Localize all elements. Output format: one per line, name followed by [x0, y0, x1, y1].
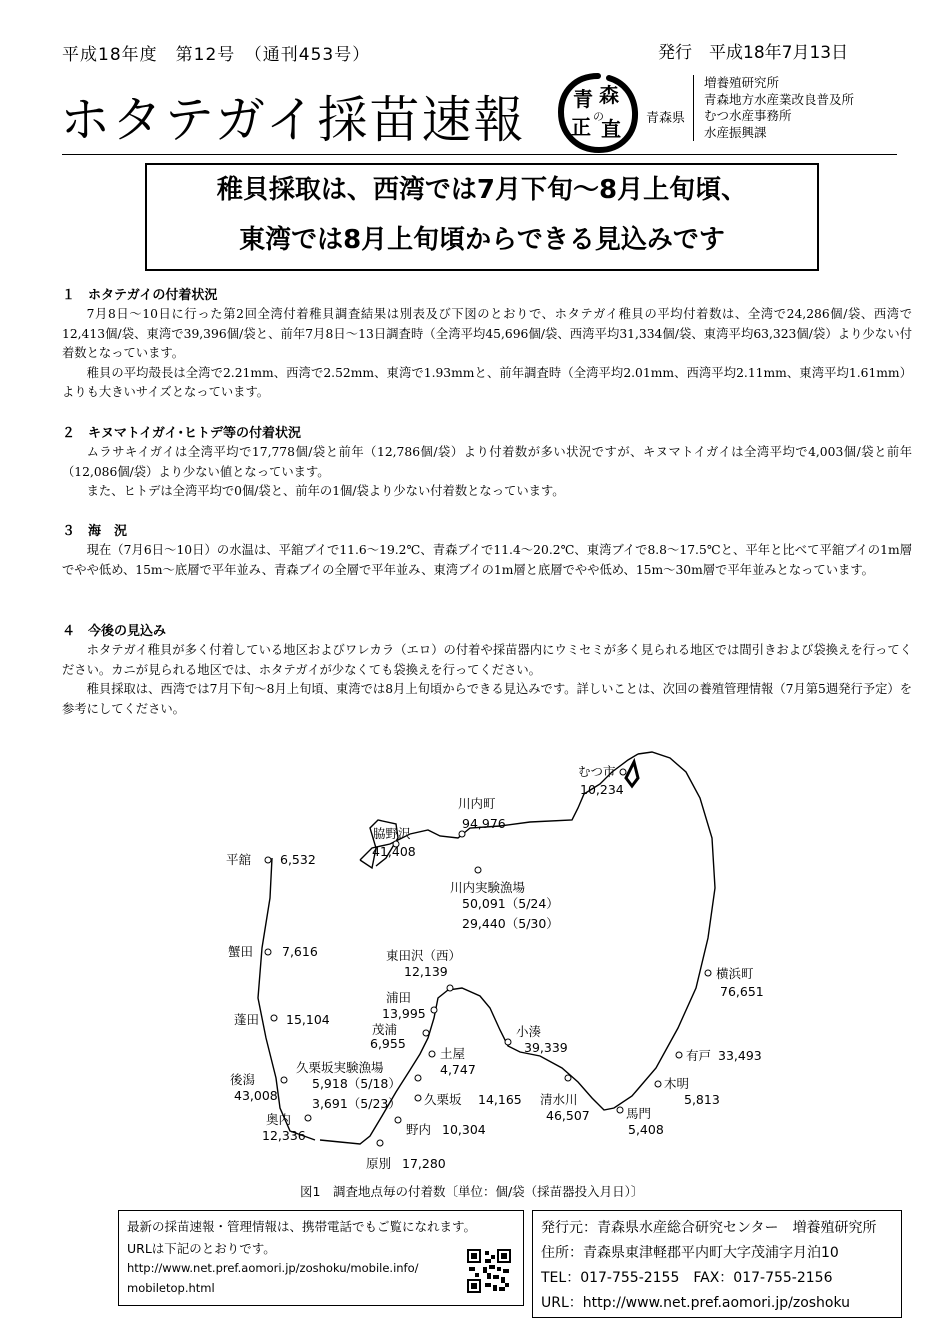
issue-date: 発行 平成18年7月13日	[658, 43, 849, 63]
station-value: 17,280	[402, 1156, 446, 1171]
seal-char-5: 直	[601, 117, 621, 141]
station-name: 野内	[406, 1122, 432, 1137]
mobile-info-line: 最新の採苗速報・管理情報は、携帯電話でもご覧になれます。	[127, 1219, 477, 1234]
section-paragraph: ホタテガイ稚貝が多く付着している地区およびワレカラ（エロ）の付着や採苗器内にウミセミが多く見られる地区では間引きおよび袋換えを行ってください。カニが見られる地区では、ホタテガイが少なくても袋換えを行ってください。	[62, 643, 912, 677]
section-heading: ３ 海 況	[62, 524, 128, 539]
qr-code-icon[interactable]	[467, 1249, 511, 1293]
station-value: 15,104	[286, 1012, 330, 1027]
station-value: 50,091（5/24）	[462, 896, 559, 911]
station-value: 14,165	[478, 1092, 522, 1107]
station-value: 94,976	[462, 816, 506, 831]
bay-map	[200, 748, 940, 1188]
station-value: 3,691（5/23）	[312, 1096, 401, 1111]
station-name: 久栗坂	[424, 1092, 462, 1107]
station-name: 馬門	[626, 1106, 652, 1121]
org-item: むつ水産事務所	[704, 108, 792, 123]
station-value: 12,336	[262, 1128, 306, 1143]
station-name: 川内実験漁場	[450, 880, 526, 895]
station-value: 13,995	[382, 1006, 426, 1021]
station-name: 茂浦	[372, 1022, 398, 1037]
station-name: 浦田	[386, 990, 412, 1005]
station-value: 76,651	[720, 984, 764, 999]
station-value: 12,139	[404, 964, 448, 979]
headline-line-2: 東湾では8月上旬頃からできる見込みです	[239, 225, 725, 255]
seal-char-4: 正	[571, 115, 591, 139]
mutsu-inlet	[626, 762, 638, 786]
section-paragraph: 現在（7月6日～10日）の水温は、平舘ブイで11.6～19.2℃、青森ブイで11.4～20.2℃、東湾ブイで8.8～17.5℃と、平年と比べて平舘ブイの1m層でやや低め、15m～底層で平年並み、青森ブイの全層で平年並み、東湾ブイの1m層と底層でやや低め、15m～30m層で平年並みとなっています。	[62, 543, 912, 577]
prefecture-label: 青森県	[646, 111, 686, 126]
station-name: 久栗坂実験漁場	[296, 1060, 384, 1075]
seal-char-2: 森	[599, 83, 619, 107]
section-heading: １ ホタテガイの付着状況	[62, 288, 218, 303]
seal-char-3: の	[593, 110, 604, 123]
station-value: 4,747	[440, 1062, 476, 1077]
publisher-box	[532, 1210, 902, 1318]
mobile-info-box	[118, 1210, 524, 1306]
org-item: 青森地方水産業改良普及所	[704, 91, 855, 107]
publisher-phone: TEL：017-755-2155 FAX：017-755-2156	[541, 1270, 833, 1286]
station-name: 川内町	[458, 796, 496, 811]
station-value: 10,234	[580, 782, 624, 797]
station-value: 29,440（5/30）	[462, 916, 559, 931]
section-paragraph: 稚貝採取は、西湾では7月下旬～8月上旬頃、東湾では8月上旬頃からできる見込みです。詳しいことは、次回の養殖管理情報（7月第5週発行予定）を参考にしてください。	[62, 682, 912, 716]
station-name: 清水川	[540, 1092, 578, 1107]
section-sea-conditions	[62, 522, 912, 580]
mobile-url-line-2[interactable]: mobiletop.html	[127, 1281, 215, 1295]
mobile-info-line: URLは下記のとおりです。	[127, 1241, 276, 1256]
station-name: 蓬田	[234, 1012, 260, 1027]
station-name: 有戸	[686, 1048, 712, 1063]
aomori-seal-logo	[557, 72, 639, 154]
station-value: 5,813	[684, 1092, 720, 1107]
publisher-url[interactable]: URL：http://www.net.pref.aomori.jp/zoshoku	[541, 1295, 851, 1311]
station-name: 原別	[366, 1156, 392, 1171]
station-value: 10,304	[442, 1122, 486, 1137]
station-value: 43,008	[234, 1088, 278, 1103]
station-value: 6,532	[280, 852, 316, 867]
station-name: むつ市	[578, 764, 616, 779]
station-name: 横浜町	[716, 966, 754, 981]
station-value: 5,408	[628, 1122, 664, 1137]
section-heading: ４ 今後の見込み	[62, 624, 167, 639]
map-caption: 図1 調査地点毎の付着数〔単位：個/袋（採苗器投入月日）〕	[300, 1184, 644, 1199]
publisher-name: 発行元：青森県水産総合研究センター 増養殖研究所	[541, 1220, 877, 1236]
station-value: 5,918（5/18）	[312, 1076, 401, 1091]
station-value: 6,955	[370, 1036, 406, 1051]
station-value: 39,339	[524, 1040, 568, 1055]
section-scallop-attachment	[62, 286, 912, 403]
station-value: 46,507	[546, 1108, 590, 1123]
station-name: 脇野沢	[373, 826, 411, 841]
org-item: 増養殖研究所	[704, 75, 780, 90]
section-outlook	[62, 622, 912, 719]
issue-number: 平成18年度 第12号 （通刊453号）	[62, 45, 371, 65]
station-name: 東田沢（西）	[386, 948, 462, 963]
page-title: ホタテガイ採苗速報	[60, 91, 526, 149]
station-value: 41,408	[372, 844, 416, 859]
section-paragraph: 7月8日～10日に行った第2回全湾付着稚貝調査結果は別表及び下図のとおりで、ホタテガイ稚貝の平均付着数は、全湾で24,286個/袋、西湾で12,413個/袋、東湾で39,396個/袋と、前年7月8日～13日調査時（全湾平均45,696個/袋、西湾平均31,334個/袋、東湾平均63,323個/袋）より少ない付着数となっています。	[62, 307, 912, 361]
station-name: 小湊	[516, 1024, 542, 1039]
headline-line-1: 稚貝採取は、西湾では7月下旬～8月上旬頃、	[216, 175, 748, 205]
station-name: 土屋	[440, 1046, 466, 1061]
publisher-address: 住所：青森県東津軽郡平内町大字茂浦字月泊10	[541, 1245, 839, 1261]
station-name: 蟹田	[228, 944, 254, 959]
station-name: 後潟	[230, 1072, 256, 1087]
headline-box	[145, 163, 819, 271]
station-name: 平舘	[226, 852, 252, 867]
section-paragraph: また、ヒトデは全湾平均で0個/袋と、前年の1個/袋より少ない付着数となっています。	[86, 484, 565, 499]
station-value: 7,616	[282, 944, 318, 959]
section-paragraph: ムラサキイガイは全湾平均で17,778個/袋と前年（12,786個/袋）より付着数が多い状況ですが、キヌマトイガイは全湾平均で4,003個/袋と前年（12,086個/袋）より少ない値となっています。	[62, 445, 912, 479]
section-other-species	[62, 424, 912, 502]
mobile-url-line-1[interactable]: http://www.net.pref.aomori.jp/zoshoku/mobile.info/	[127, 1261, 419, 1275]
org-item: 水産振興課	[704, 124, 767, 140]
section-heading: ２ キヌマトイガイ･ヒトデ等の付着状況	[62, 426, 301, 441]
station-name: 奥内	[266, 1112, 292, 1127]
station-value: 33,493	[718, 1048, 762, 1063]
station-name: 木明	[664, 1076, 690, 1091]
header-divider	[62, 154, 897, 155]
org-list	[693, 75, 904, 141]
section-paragraph: 稚貝の平均殻長は全湾で2.21mm、西湾で2.52mm、東湾で1.93mmと、前年調査時（全湾平均2.01mm、西湾平均2.11mm、東湾平均1.61mm）よりも大きいサイズとなっています。	[62, 365, 912, 400]
seal-char-1: 青	[573, 87, 593, 111]
